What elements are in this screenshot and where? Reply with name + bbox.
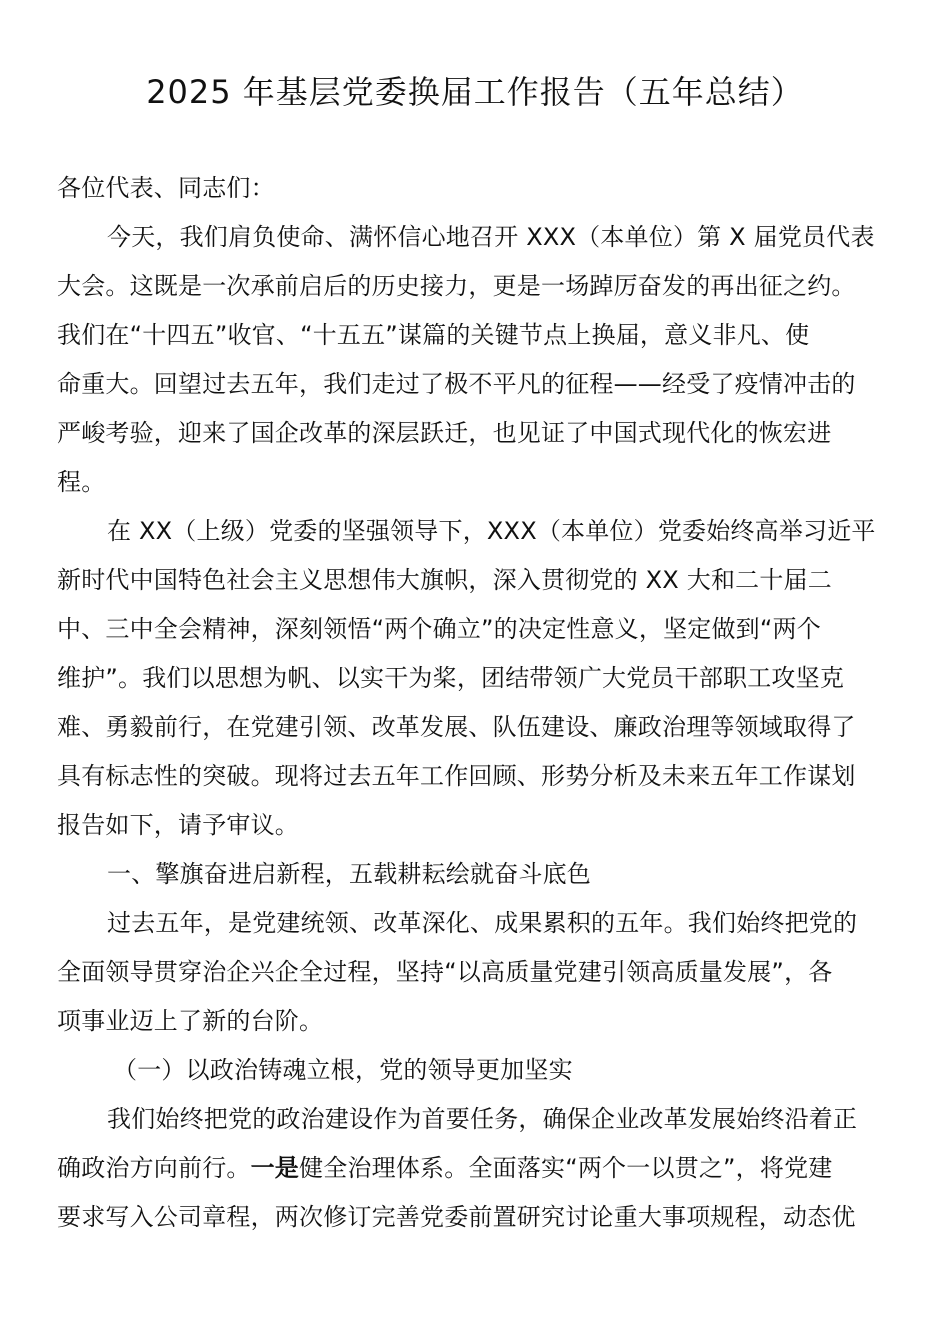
paragraph-line: 过去五年，是党建统领、改革深化、成果累积的五年。我们始终把党的 bbox=[107, 909, 858, 937]
document-title: 2025 年基层党委换届工作报告（五年总结） bbox=[146, 73, 804, 111]
paragraph-line: 今天，我们肩负使命、满怀信心地召开 XXX（本单位）第 X 届党员代表 bbox=[107, 223, 875, 251]
paragraph-line: 大会。这既是一次承前启后的历史接力，更是一场踔厉奋发的再出征之约。 bbox=[57, 272, 856, 300]
paragraph-text: 健全治理体系。全面落实“两个一以贯之”，将党建 bbox=[299, 1154, 833, 1182]
paragraph-line: 要求写入公司章程，两次修订完善党委前置研究讨论重大事项规程，动态优 bbox=[57, 1203, 856, 1231]
subsection-heading: （一）以政治铸魂立根，党的领导更加坚实 bbox=[113, 1056, 573, 1084]
paragraph-line: 在 XX（上级）党委的坚强领导下，XXX（本单位）党委始终高举习近平 bbox=[107, 517, 876, 545]
paragraph-line: 命重大。回望过去五年，我们走过了极不平凡的征程——经受了疫情冲击的 bbox=[57, 370, 856, 398]
paragraph-line: 难、勇毅前行，在党建引领、改革发展、队伍建设、廉政治理等领域取得了 bbox=[57, 713, 856, 741]
paragraph-line bbox=[57, 1144, 897, 1193]
paragraph-line: 全面领导贯穿治企兴企全过程，坚持“以高质量党建引领高质量发展”，各 bbox=[57, 958, 833, 986]
paragraph-line: 我们始终把党的政治建设作为首要任务，确保企业改革发展始终沿着正 bbox=[107, 1105, 858, 1133]
paragraph-text: 确政治方向前行。 bbox=[57, 1154, 251, 1182]
section-heading: 一、擎旗奋进启新程，五载耕耘绘就奋斗底色 bbox=[107, 860, 591, 888]
paragraph-line: 具有标志性的突破。现将过去五年工作回顾、形势分析及未来五年工作谋划 bbox=[57, 762, 856, 790]
paragraph-line: 报告如下，请予审议。 bbox=[57, 811, 299, 839]
paragraph-line: 严峻考验，迎来了国企改革的深层跃迁，也见证了中国式现代化的恢宏进 bbox=[57, 419, 832, 447]
paragraph-line: 项事业迈上了新的台阶。 bbox=[57, 1007, 324, 1035]
paragraph-line: 新时代中国特色社会主义思想伟大旗帜，深入贯彻党的 XX 大和二十届二 bbox=[57, 566, 832, 594]
document-body bbox=[57, 164, 897, 1242]
bold-lead-text: 一是 bbox=[250, 1154, 300, 1182]
paragraph-line: 我们在“十四五”收官、“十五五”谋篇的关键节点上换届，意义非凡、使 bbox=[57, 321, 810, 349]
paragraph-line: 程。 bbox=[57, 468, 106, 496]
paragraph-line: 维护”。我们以思想为帆、以实干为桨，团结带领广大党员干部职工攻坚克 bbox=[57, 664, 845, 692]
paragraph-line: 中、三中全会精神，深刻领悟“两个确立”的决定性意义，坚定做到“两个 bbox=[57, 615, 821, 643]
salutation: 各位代表、同志们： bbox=[57, 174, 275, 202]
